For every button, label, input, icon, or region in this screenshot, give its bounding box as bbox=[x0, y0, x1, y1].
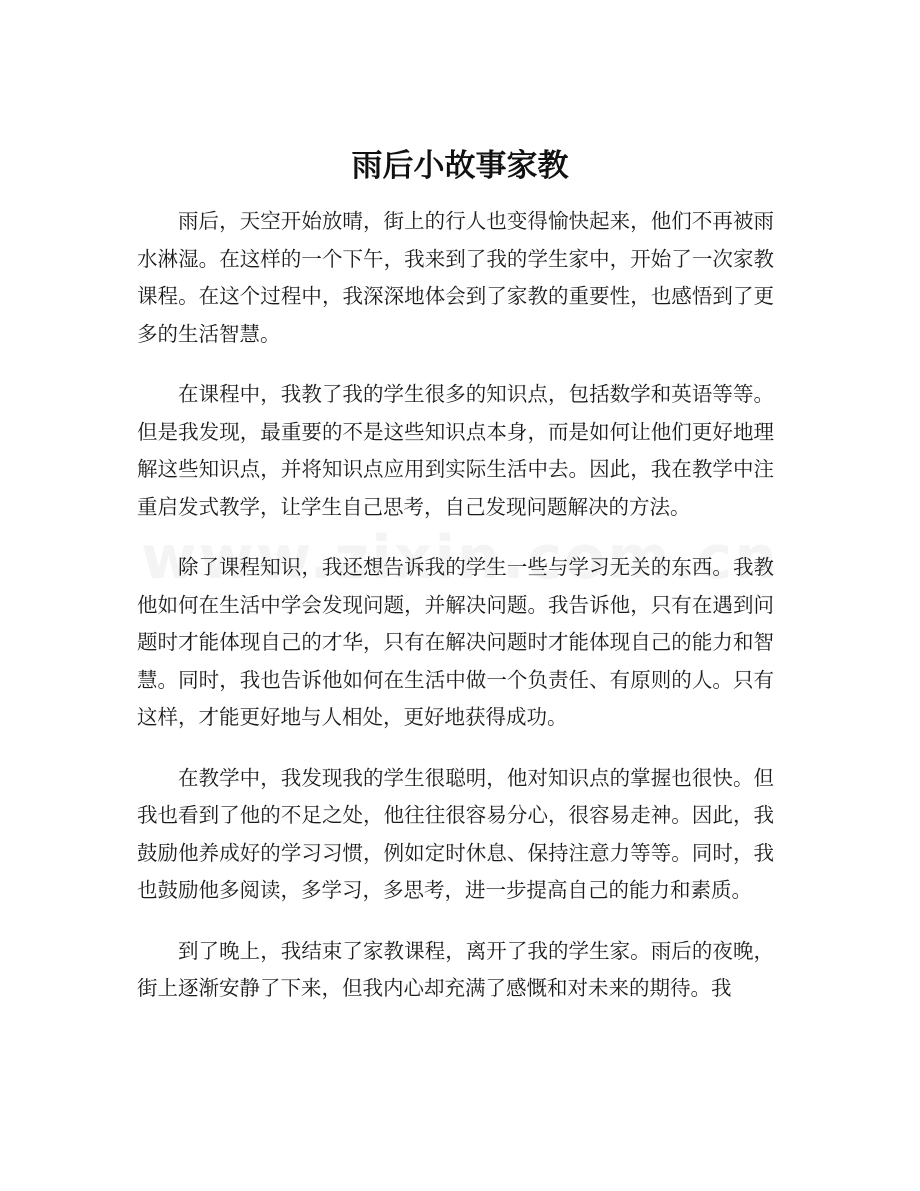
paragraph-4: 在教学中，我发现我的学生很聪明，他对知识点的掌握也很快。但我也看到了他的不足之处，他往往很容易分心，很容易走神。因此，我鼓励他养成好的学习习惯，例如定时休息、保持注意力等等。同时，我也鼓励他多阅读，多学习，多思考，进一步提高自己的能力和素质。 bbox=[137, 765, 774, 902]
paragraph-3: 除了课程知识，我还想告诉我的学生一些与学习无关的东西。我教他如何在生活中学会发现问题，并解决问题。我告诉他，只有在遇到问题时才能体现自己的才华，只有在解决问题时才能体现自己的能力和智慧。同时，我也告诉他如何在生活中做一个负责任、有原则的人。只有这样，才能更好地与人相处，更好地获得成功。 bbox=[137, 555, 774, 729]
document-body bbox=[137, 203, 774, 1031]
paragraph-5: 到了晚上，我结束了家教课程，离开了我的学生家。雨后的夜晚，街上逐渐安静了下来，但我内心却充满了感慨和对未来的期待。我 bbox=[137, 938, 774, 1000]
paragraph-2: 在课程中，我教了我的学生很多的知识点，包括数学和英语等等。但是我发现，最重要的不是这些知识点本身，而是如何让他们更好地理解这些知识点，并将知识点应用到实际生活中去。因此，我在教学中注重启发式教学，让学生自己思考，自己发现问题解决的方法。 bbox=[137, 382, 774, 519]
paragraph-1: 雨后，天空开始放晴，街上的行人也变得愉快起来，他们不再被雨水淋湿。在这样的一个下午，我来到了我的学生家中，开始了一次家教课程。在这个过程中，我深深地体会到了家教的重要性，也感悟到了更多的生活智慧。 bbox=[137, 209, 774, 346]
page-title: 雨后小故事家教 bbox=[351, 148, 569, 184]
